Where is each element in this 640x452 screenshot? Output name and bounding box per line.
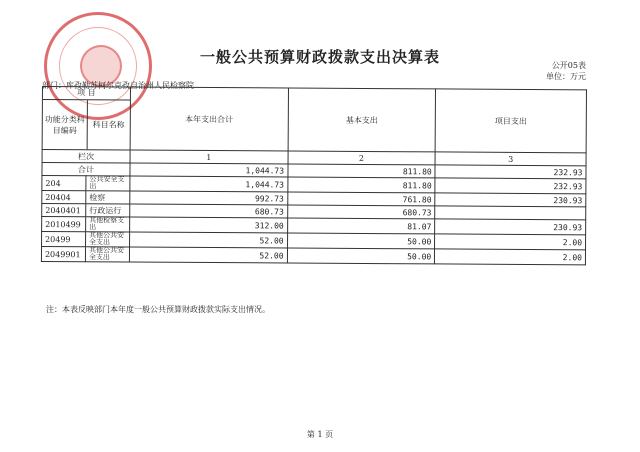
row-total: 1,044.73	[130, 176, 288, 192]
row-basic: 811.80	[287, 177, 435, 193]
row-total: 312.00	[130, 217, 288, 233]
row-basic: 81.07	[287, 218, 435, 234]
header-project: 项目支出	[435, 89, 586, 153]
expenditure-table	[41, 86, 587, 265]
row-project: 232.93	[435, 165, 586, 179]
row-name: 检察	[86, 191, 130, 204]
row-total: 52.00	[129, 247, 287, 263]
row-basic: 680.73	[287, 205, 435, 219]
row-basic: 761.80	[287, 192, 435, 206]
col-index-1: 1	[130, 150, 288, 164]
row-total: 52.00	[129, 232, 287, 248]
page-title: 一般公共预算财政拨款支出决算表	[199, 48, 440, 66]
col-index-label: 栏次	[42, 150, 130, 164]
header-code: 功能分类科目编码	[43, 100, 88, 149]
row-code: 2010499	[42, 217, 86, 232]
row-name: 其他公共安全支出	[86, 232, 130, 247]
row-project: 230.93	[435, 219, 586, 235]
row-code: 204	[42, 176, 86, 191]
header-basic: 基本支出	[288, 88, 436, 152]
row-code: 2049901	[41, 247, 85, 262]
row-name: 公共安全支出	[86, 176, 130, 191]
unit-label: 单位：万元	[546, 72, 586, 81]
row-code: 20404	[42, 191, 86, 204]
row-project	[435, 206, 586, 220]
row-code: 2040401	[42, 204, 86, 217]
row-code: 20499	[42, 232, 86, 247]
row-basic: 811.80	[288, 164, 436, 178]
row-name: 其他公共安全支出	[85, 247, 129, 262]
row-name: 行政运行	[86, 204, 130, 217]
row-total: 1,044.73	[130, 163, 288, 177]
page-number: 第 1 页	[306, 430, 334, 439]
row-basic: 50.00	[287, 233, 435, 249]
row-project: 230.93	[435, 193, 586, 207]
table-header-row	[42, 87, 586, 153]
header-total: 本年支出合计	[130, 87, 288, 151]
col-index-3: 3	[435, 152, 586, 166]
header-name: 科目名称	[92, 120, 125, 130]
row-code: 合计	[42, 163, 130, 177]
row-project: 2.00	[435, 249, 586, 265]
department-label: 部门：库孜勒苏柯尔克孜自治州人民检察院	[42, 81, 194, 90]
row-name: 其他检察支出	[86, 217, 130, 232]
form-code: 公开05表	[551, 61, 586, 70]
row-project: 2.00	[435, 234, 586, 250]
row-total: 992.73	[130, 191, 288, 205]
row-total: 680.73	[130, 204, 288, 218]
row-basic: 50.00	[287, 248, 435, 264]
header-item: 项 目	[43, 87, 130, 101]
row-project: 232.93	[435, 178, 586, 194]
footnote: 注：本表反映部门本年度一般公共预算财政拨款实际支出情况。	[46, 305, 270, 314]
table-row	[41, 247, 585, 265]
col-index-2: 2	[288, 151, 436, 165]
